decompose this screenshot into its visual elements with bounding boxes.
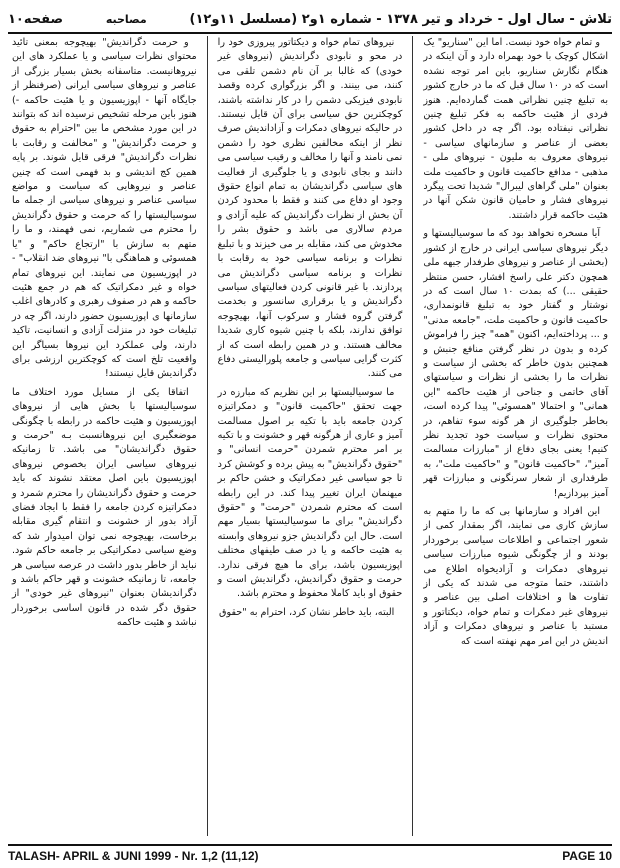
column-middle [214, 36, 407, 836]
paragraph: و تمام خواه خود نیست. اما این "سناریو" یک اشکال کوچک با خود بهمراه دارد و آن اینکه در هنگام نگارش سناریو، باین امر توجه نشده است که در ۱۰ سال قبل که ما در خارج کشور به تبلیغ چنین نظراتی همت گمارده‌ایم. هنوز فردی از هئیت حاکمه به فکر تبلیغ چنین نظراتی نیفتاده بود. اگر چه در داخل کشور بعضی از عناصر و سازمانهای سیاسی - نیروهای معروف به ملیون - نیروهای ملی - مذهبی - مدافع حاکمیت قانون و حاکمیت ملت بعنوان "ملی گراهای لیبرال" شدیدا تحت پیگرد نیروهای فشار و حامیان قانون شکن آنها در هئیت حاکمه قرار داشتند. [423, 37, 608, 221]
paragraph: این افراد و سازمانها بی که ما را متهم به سازش کاری می نمایند، اگر بمقدار کمی از شعور اجتماعی و اطلاعات سیاسی برخوردار بودند و از چگونگی شیوه مبارزات سیاسی نیروهای دمکرات و آزادیخواه اطلاع می داشتند، حتما متوجه می شدند که یکی از تفاوت ها و اختلافات اصلی بین عناصر و نیروهای غیر دمکرات و تمام خواه، دیکتاتور و مستبد با عناصر و نیروهای دمکرات و آزاد اندیش در این امر مهم نهفته است که [423, 506, 608, 647]
page-footer [8, 844, 612, 866]
running-title: تلاش - سال اول - خرداد و تیر ۱۳۷۸ - شماره ۱و۲ (مسلسل ۱۱و۱۲) [189, 11, 612, 27]
column-right [419, 36, 612, 836]
page-header [8, 6, 612, 34]
column-divider [207, 36, 208, 836]
paragraph: آیا مسخره نخواهد بود که ما سوسیالیستها و دیگر نیروهای سیاسی ایرانی در خارج از کشور (بخشی از عناصر و نیروهای طرفدار جبهه ملی همچون دکتر علی راسخ افشار، حسن منتظر حقیقی ...) که بمدت ۱۰ سال است که در نوشتار و گفتار خود به تبلیغ قانونمداری، حاکمیت قانون و حاکمیت ملت، "جامعه مدنی" و ... پرداخته‌ایم، اکنون "همه" چیز را فراموش کرده و بدون در نظر گرفتن منافع جنبش و همچنین بدون خاطر که بخشی از سیاست و نظرات ما را بخشی از نظرات و سیاستهای آقای خاتمی و جناحی از هئیت حاکمه "این همانی" و احتمالا "همسوئی" پیدا کرده است، بخاطر جلوگیری از هر گونه سوء تفاهم، در محتوی نظرات و سیاست خود تجدید نظر کنیم! یعنی بجای دفاع از "مبارزات مسالمت آمیز"، "حاکمیت قانون" و "حاکمیت ملت"، به طرفداری از شعار سرنگونی و مبارزات قهر آمیز بپردازیم! [423, 228, 608, 499]
paragraph: ما سوسیالیستها بر این نظریم که مبارزه در جهت تحقق "حاکمیت قانون" و دمکراتیزه کردن جامعه باید با تکیه بر اصول مسالمت آمیز و عاری از هرگونه قهر و خشونت و با تکیه بر امر محترم شمردن "حرمت انسانی" و "حقوق دگراندیش" به پیش برده و کوشش کرد تا جو سیاسی غیر دمکراتیک و خشن حاکم بر میهنمان ایران تغییر پیدا کند. در این رابطه است که محترم شمردن "حرمت" و "حقوق دگراندیش" برای ما سوسیالیستها بسیار مهم است. حال این دگراندیش جزو نیروهای وابسته به هئیت حاکمه و یا در صف طیفهای مختلف اپوزیسیون باشد، برای ما هیچ فرقی ندارد. حرمت و حقوق دگراندیش، دگراندیش است و حقوق او باید کاملا محفوظ و محترم باشد. [217, 386, 403, 600]
column-left [8, 36, 201, 836]
footer-masthead: TALASH- APRIL & JUNI 1999 - Nr. 1,2 (11,12) [8, 849, 259, 863]
page-number-label: صفحه۱۰ [8, 11, 64, 27]
section-label: مصاحبه [105, 12, 147, 26]
article-columns [8, 36, 612, 836]
paragraph: البته، باید خاطر نشان کرد، احترام به "حقوق [219, 606, 395, 618]
paragraph: اتفاقا یکی از مسایل مورد اختلاف ما سوسیالیستها با بخش هایی از نیروهای اپوزیسیون و هئیت حاکمه در رابطه با چگونگی موضعگیری این نیروهانسبت بـه "حرمت و حقوق دگراندیشان" می باشد. تا زمانیکه نیروهای سیاسی ایران بخصوص نیروهای اپوزیسیون باین اصل معتقد نشوند که باید حرمت و حقوق دگراندیشان را محترم شمرد و دمکراتیزه کردن جامعه را فقط با ایجاد فضای آزاد بدور از خشونت و انتقام گیری مقابله برخاست، بهیچوجه نمی توان امیدوار شد که وضع سیاسی دمکراتیکی بر جامعه حاکم شود. نباید از خاطر بدور داشت در عرصه سیاسی هر جامعه، تا زمانیکه خشونت و قهر حاکم باشد و دگراندیشان بعنوان "نیروهای غیر خودی" از حقوق دگر شده در قانون اساسی برخوردار نباشد و هئیت حاکمه [11, 386, 197, 629]
footer-page-number: PAGE 10 [562, 849, 612, 863]
paragraph: نیروهای تمام خواه و دیکتاتور پیروزی خود را در محو و نابودی دگراندیش (نیروهای غیر خودی) که غالبا بر آن نام دشمن تلقی می کنند، می بینند. و اگر بزرگواری کرده وقصد نابودی فیزیکی دشمن را در کار نداشته باشند، کوچکترین حق سیاسی برای آن قایل نیستند. در حالیکه نیروهای دمکرات و آزاداندیش صرف نظر از اینکه مخالفین نظری خود را دشمن نمی نامند و آنها را مخالف و رقیب سیاسی می دانند و بجای نابودی و یا جلوگیری از فعالیت های سیاسی دگراندیشان به تمام انواع حقوق وجود او دفاع می کنند و فقط با محدود کردن آن بخش از نظرات دگراندیش که علیه آزادی و مردم سالاری می باشد و حقوق بشر را مخدوش می کند، مقابله بر می خیزند و با تبلیغ نظرات و برنامه سیاسی خود به رقابت با نظرات و برنامه سیاسی دگراندیش می پردازند. با غیر قانونی کردن فعالیتهای سیاسی دگراندیش و یا برقراری سانسور و بخدمت گرفتن گروه فشار و سرکوب آنها، بهیچوجه توافق ندارند، بلکه با چنین شیوه کاری شدیدا مخالف هستند. و در همین رابطه است که از کثرت گرایی سیاسی و جامعه پلورالیستی دفاع می کنند. [217, 37, 403, 380]
column-divider [412, 36, 413, 836]
paragraph: و حرمت دگراندیش" بهیچوجه بمعنی تائید محتوای نظرات سیاسی و یا عملکرد های این نیروهانیست. متاسفانه بخش بسیار بزرگی از عناصر و نیروهای سیاسی ایرانی (صرفنظر از جایگاه آنها - اپوزیسیون و یا هئیت حاکمه -) هنوز باین مرحله تشخیص نرسیده اند که بتوانند در این مورد مشخص ما بین "احترام به حقوق و حرمت دگراندیش" و "مخالفت و رقابت با نظرات دگراندیش" فرقی قایل شوند. بر پایه همین کج اندیشی و بد فهمی است که چنین عناصر و نیروهایی که سیاست و مواضع سیاسی عناصر و نیروهای سیاسی از جمله ما سوسیالیستها را که حرمت و حقوق دگراندیش را محترم می شماریم، نمی فهمند، و ما را متهم به سازش با "ارتجاع حاکم" و "یا همسوئی و هماهنگی با" نیروهای ضد انقلاب" - در اپوزیسیون می نمایند. این نیروهای تمام خواه و غیر دمکراتیک که هم در جمع هئیت حاکمه و هم در صفوف رهبری و کادرهای اغلب سازمانها ی اپوزیسیون حضور دارند، اگر چه در تبلیغات خود در منزلت آزادی و انسانیت، تاکید دارند، ولی عملکرد این نیروها بسیاگر این واقعیت تلخ است که کوچکترین ارزشی برای دگراندیش قایل نیستند! [11, 37, 197, 380]
